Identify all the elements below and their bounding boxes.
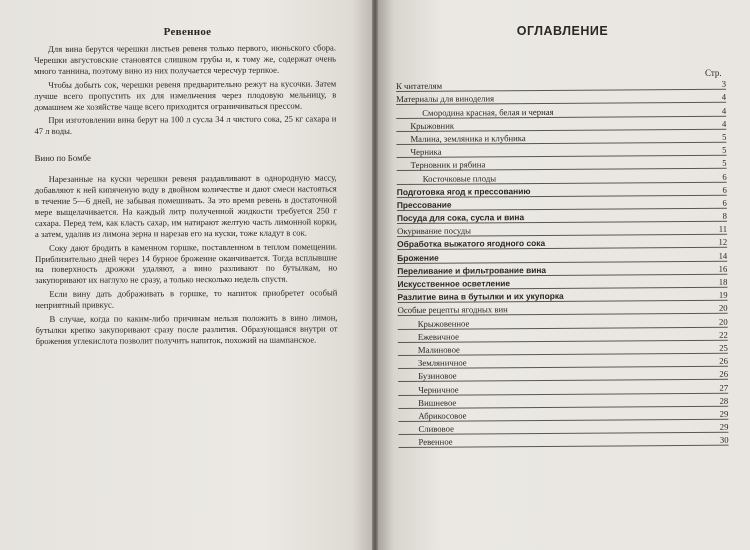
toc-entry-page: 6 (722, 184, 727, 195)
toc-entry-label: Крыжовник (410, 120, 455, 131)
toc-entry-page: 12 (718, 237, 728, 248)
toc-entry-page: 14 (718, 250, 728, 261)
toc-entry-label: Косточковые плоды (422, 172, 497, 184)
toc-entry-label: Абрикосовое (418, 410, 467, 421)
toc-entry-label: К читателям (396, 80, 443, 92)
toc-entry (398, 433, 728, 448)
toc-entry-label: Прессование (396, 199, 452, 210)
toc-entry-page: 4 (721, 118, 727, 129)
recipe-body (34, 42, 338, 349)
toc-entry-label: Вишневое (418, 397, 457, 408)
toc-entry-label: Бузиновое (418, 370, 457, 382)
toc-entry-label: Искусственное осветление (397, 278, 511, 289)
paragraph: Нарезанные на куски черешки ревеня раздавливают в однородную массу, добавляют к ней кипяченую воду в двойном количестве и дают смеси настояться в течение 5—6 дней, не забывая помешивать. За это время ревень в достаточной мере выщелачивается. На каждый литр полученной жидкости требуется 250 г сахара. Перед тем, как класть сахар, им натирают желтую часть лимонной корки, а затем, удалив из лимона зерна и нарезав его на куски, тоже кладут в сок. (34, 172, 337, 239)
table-of-contents (396, 77, 729, 449)
toc-entry-label: Черничное (418, 384, 459, 395)
toc-entry-page: 30 (719, 434, 729, 445)
toc-entry-label: Разлитие вина в бутылки и их укупорка (397, 291, 564, 303)
toc-entry-label: Сливовое (418, 423, 454, 434)
toc-entry-page: 20 (718, 316, 728, 327)
toc-entry-label: Крыжовенное (417, 318, 470, 329)
paragraph: Если вину дать дображивать в горшке, то напиток приобретет особый неприятный привкус. (35, 287, 338, 311)
toc-entry-label: Материалы для виноделия (396, 93, 495, 105)
paragraph: При изготовлении вина берут на 100 л сусла 34 л чистого сока, 25 кг сахара и 47 л воды. (34, 113, 337, 137)
toc-entry-page: 26 (719, 369, 729, 380)
toc-entry-page: 26 (719, 355, 729, 366)
toc-entry-label: Окуривание посуды (397, 225, 471, 237)
toc-entry-label: Черника (410, 146, 442, 158)
toc-entry-label: Брожение (397, 252, 439, 263)
toc-page-header: Стр. (705, 68, 722, 78)
toc-entry-label: Смородина красная, белая и черная (422, 106, 554, 118)
toc-entry-page: 29 (719, 408, 729, 419)
toc-entry-page: 19 (718, 289, 728, 300)
toc-entry-label: Подготовка ягод к прессованию (396, 185, 531, 197)
paragraph: В случае, когда по каким-либо причинам нельзя положить в вино лимон, бутылки крепко закупоривают сразу после разлития. Образующаяся внутри от брожения углекислота позволит получить напиток, похожий на шампанское. (35, 312, 338, 346)
toc-entry-label: Посуда для сока, сусла и вина (396, 212, 525, 224)
toc-entry-label: Переливание и фильтрование вина (397, 264, 547, 276)
toc-entry-page: 6 (722, 197, 727, 208)
toc-entry-page: 8 (722, 210, 727, 221)
toc-entry-label: Ревенное (418, 436, 453, 448)
toc-entry-label: Особые рецепты ягодных вин (397, 304, 508, 316)
toc-entry-page: 22 (719, 329, 728, 340)
toc-entry-page: 25 (719, 342, 728, 353)
recipe-title: Ревенное (163, 26, 212, 38)
book-spine (372, 0, 378, 550)
toc-entry-page: 6 (722, 171, 727, 182)
toc-entry-label: Ежевичное (417, 331, 459, 342)
paragraph: Чтобы добыть сок, черешки ревеня предварительно режут на кусочки. Затем лучше всего пропустить их для измельчения через плодовую мельницу, в домашнем же хозяйстве чаще всего приходится ограничиваться прессом. (34, 78, 337, 112)
toc-entry-page: 4 (721, 92, 727, 103)
toc-entry-page: 5 (722, 158, 727, 169)
toc-entry-label: Земляничное (417, 357, 467, 368)
toc-entry-page: 20 (718, 303, 728, 314)
toc-entry-page: 5 (722, 144, 727, 155)
toc-title: ОГЛАВЛЕНИЕ (516, 24, 609, 38)
recipe-subtitle: Вино по Бомбе (34, 152, 91, 164)
toc-entry-page: 3 (721, 78, 727, 89)
toc-entry-label: Обработка выжатого ягодного сока (397, 238, 546, 250)
toc-entry-page: 4 (721, 105, 727, 116)
toc-entry-label: Малиновое (417, 344, 460, 355)
toc-entry-page: 11 (718, 223, 728, 235)
toc-entry-label: Терновник и рябина (410, 159, 486, 171)
toc-entry-page: 29 (719, 421, 729, 432)
toc-entry-page: 28 (719, 395, 729, 406)
toc-entry-page: 18 (718, 276, 728, 287)
toc-entry-page: 27 (719, 382, 729, 393)
paragraph: Соку дают бродить в каменном горшке, поставленном в теплом помещении. Приблизительно дней через 14 бурное брожение оканчивается. Тогда всплывшие на поверхность дрожжи удаляют, а вино разливают по бутылкам, но закупоривают их наглухо не сразу, а только несколько недель спустя. (35, 241, 338, 286)
paragraph: Для вина берутся черешки листьев ревеня только первого, июньского сбора. Черешки августовские становятся слишком грубы и, к тому же, содержат очень много таннина, поэтому вино из них получается чересчур терпкое. (34, 42, 337, 76)
toc-entry-label: Малина, земляника и клубника (410, 133, 526, 144)
toc-entry-page: 5 (722, 131, 727, 142)
toc-entry-page: 16 (718, 263, 728, 274)
